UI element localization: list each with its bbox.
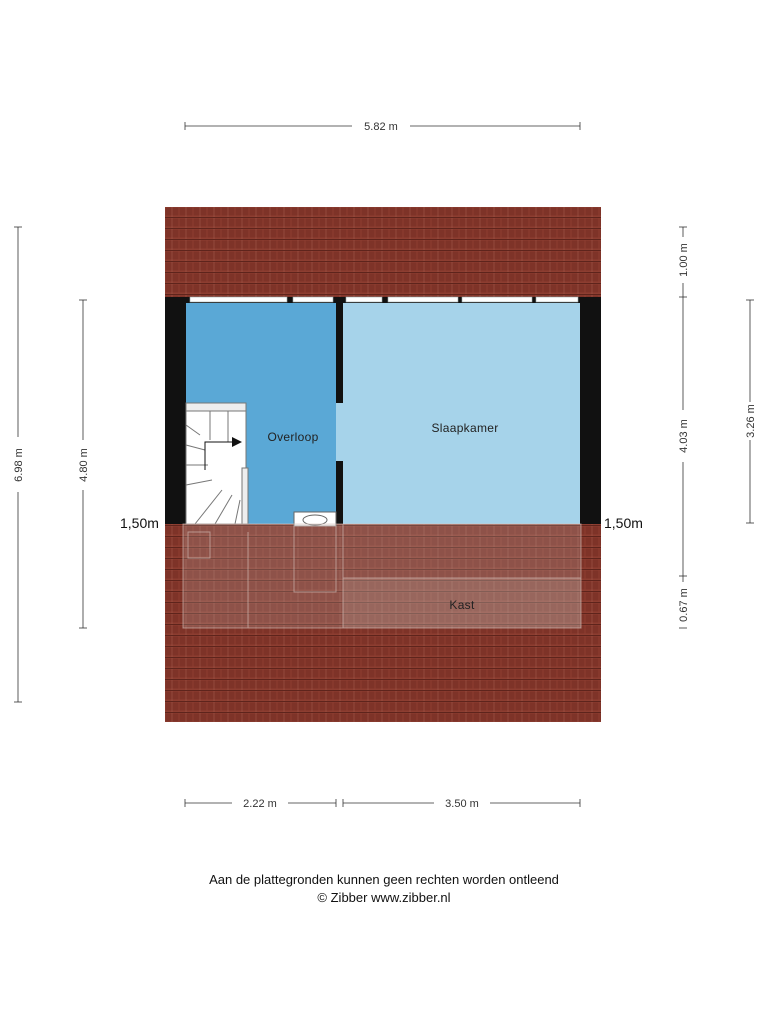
dim-right-middle: 4.03 m [678,419,690,453]
level-left: 1,50m [120,515,159,531]
dim-right-bottom: 0.67 m [678,588,690,622]
partition-bottom [336,461,343,524]
dim-right-top: 1.00 m [678,243,690,277]
label-slaapkamer: Slaapkamer [431,421,499,435]
dim-bottom-right: 3.50 m [445,798,479,810]
label-overloop: Overloop [267,430,319,444]
dim-top-width: 5.82 m [364,121,398,133]
label-kast: Kast [449,598,475,612]
dim-left-inner: 4.80 m [78,448,90,482]
level-right: 1,50m [604,515,643,531]
footer-disclaimer: Aan de plattegronden kunnen geen rechten worden ontleend [209,872,559,887]
dim-bottom-left: 2.22 m [243,798,277,810]
room-slaapkamer [343,303,580,524]
door-opening [336,403,343,461]
footer-copyright: © Zibber www.zibber.nl [317,890,451,905]
dim-right-outer: 3.26 m [745,404,757,438]
roof-top [165,207,601,297]
staircase [186,403,248,524]
partition-top [336,297,343,403]
wall-left [165,297,186,524]
dim-left-outer: 6.98 m [13,448,25,482]
wall-right [580,297,601,524]
